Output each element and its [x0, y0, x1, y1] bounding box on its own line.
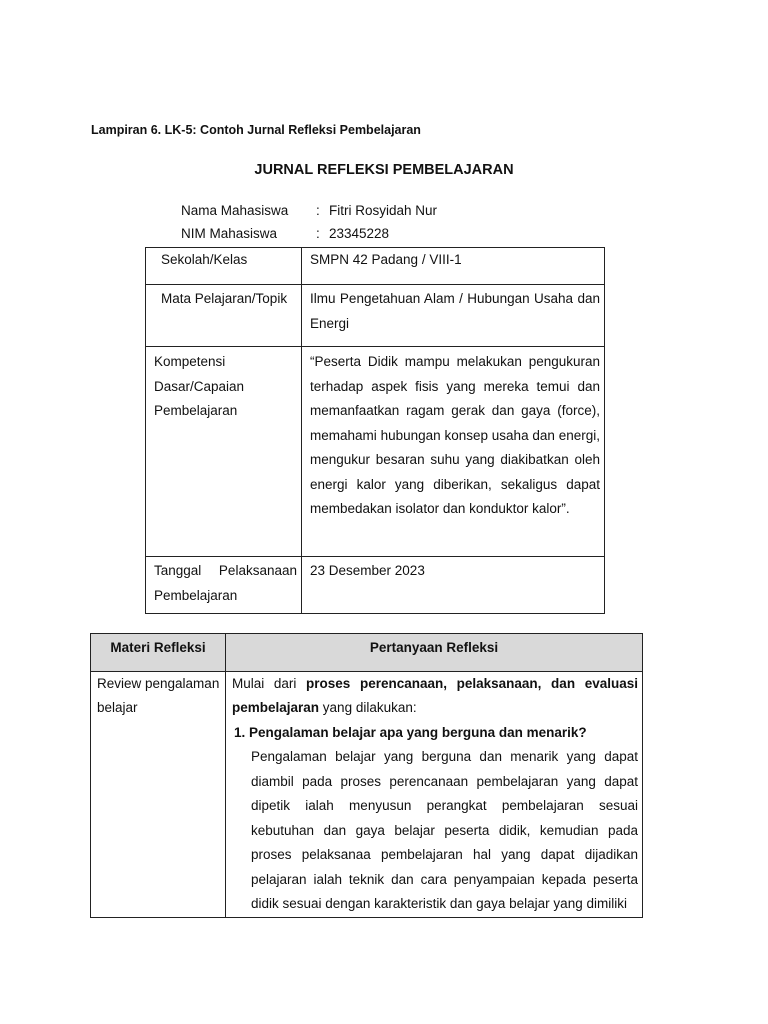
- info-label: Mata Pelajaran/Topik: [146, 285, 302, 347]
- header-materi: Materi Refleksi: [91, 634, 226, 672]
- info-row-date: [146, 557, 605, 614]
- reflection-table: [90, 633, 643, 918]
- intro-suffix: yang dilakukan:: [319, 700, 417, 715]
- intro-prefix: Mulai dari: [232, 675, 307, 691]
- info-value: SMPN 42 Padang / VIII-1: [302, 248, 605, 285]
- student-nim-label: NIM Mahasiswa: [181, 226, 278, 241]
- info-label: Tanggal Pelaksanaan Pembelajaran: [146, 557, 302, 614]
- reflection-content: [226, 671, 643, 917]
- question-1-number: 1.: [234, 724, 246, 740]
- reflection-row: [91, 671, 643, 917]
- student-nim-separator: :: [316, 226, 320, 241]
- reflection-row-label: Review pengalaman belajar: [91, 671, 226, 917]
- info-value: 23 Desember 2023: [302, 557, 605, 614]
- intro-bold: proses perencanaan, pelaksanaan, dan evaluasi pembelajaran: [232, 675, 638, 715]
- info-value: “Peserta Didik mampu melakukan pengukuran terhadap aspek fisis yang mereka temui dan memanfaatkan ragam gerak dan gaya (force), memahami hubungan konsep usaha dan energi, mengukur besaran suhu yang diakibatkan oleh energi kalor yang diberikan, sekaligus dapat membedakan isolator dan konduktor kalor”.: [302, 347, 605, 557]
- student-name-label: Nama Mahasiswa: [181, 203, 289, 218]
- reflection-intro: [232, 672, 638, 721]
- info-table: [145, 247, 605, 614]
- reflection-header-row: [91, 634, 643, 672]
- appendix-caption: Lampiran 6. LK-5: Contoh Jurnal Refleksi Pembelajaran: [91, 123, 421, 137]
- info-row-school: [146, 248, 605, 285]
- student-nim-value: 23345228: [329, 226, 390, 241]
- student-name-value: Fitri Rosyidah Nur: [329, 203, 438, 218]
- info-row-subject: [146, 285, 605, 347]
- header-pertanyaan: Pertanyaan Refleksi: [226, 634, 643, 672]
- info-row-competency: [146, 347, 605, 557]
- student-name-separator: :: [316, 203, 320, 218]
- info-value: Ilmu Pengetahuan Alam / Hubungan Usaha dan Energi: [302, 285, 605, 347]
- info-label: Sekolah/Kelas: [146, 248, 302, 285]
- question-1-text: Pengalaman belajar apa yang berguna dan menarik?: [249, 724, 587, 740]
- document-title: JURNAL REFLEKSI PEMBELAJARAN: [254, 162, 514, 178]
- question-1: [232, 721, 638, 746]
- question-1-answer: Pengalaman belajar yang berguna dan menarik yang dapat diambil pada proses perencanaan pembelajaran yang dapat dipetik ialah menyusun perangkat pembelajaran sesuai kebutuhan dan gaya belajar peserta didik, kemudian pada proses pelaksanaa pembelajaran hal yang dapat dijadikan pelajaran ialah teknik dan cara penyampaian kepada peserta didik sesuai dengan karakteristik dan gaya belajar yang dimiliki: [251, 749, 638, 911]
- info-label: Kompetensi Dasar/Capaian Pembelajaran: [146, 347, 302, 557]
